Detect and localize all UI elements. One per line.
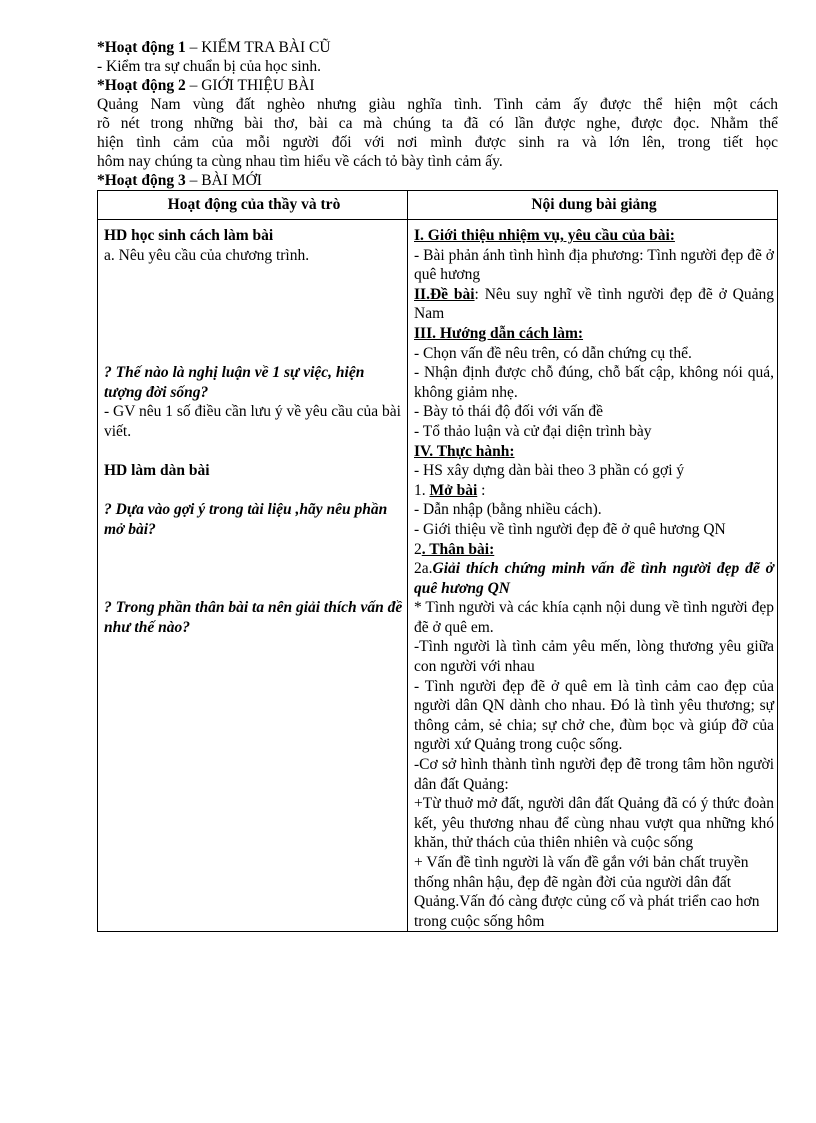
intro-part-item: - Giới thiệu về tình người đẹp đẽ ở quê hương QN <box>414 520 726 538</box>
body-paragraph: - Tình người đẹp đẽ ở quê em là tình cảm cao đẹp của người dân QN dành cho nhau. Đó là tình yêu thương; sự thông cảm, sẻ chia; sự chở che, đùm bọc và giúp đỡ của người xứ Quảng trong cuộc sống. <box>414 677 774 754</box>
section-3-item: - Chọn vấn đề nêu trên, có dẫn chứng cụ thể. <box>414 344 692 362</box>
body-paragraph: -Tình người là tình cảm yêu mến, lòng thương yêu giữa con người với nhau <box>414 638 774 676</box>
section-3-item: - Nhận định được chỗ đúng, chỗ bất cập, không nói quá, không giảm nhẹ. <box>414 364 774 401</box>
guide-heading-2: HD làm dàn bài <box>104 462 210 480</box>
section-3-item: - Bày tỏ thái độ đối với vấn đề <box>414 403 603 421</box>
right-column <box>408 220 778 932</box>
teacher-note: - GV nêu 1 số điều cần lưu ý về yêu cầu của bài viết. <box>104 403 401 440</box>
guide-heading-1: HD học sinh cách làm bài <box>104 227 274 244</box>
header-lesson-content: Nội dung bài giảng <box>408 191 778 220</box>
question-2: ? Dựa vào gợi ý trong tài liệu ,hãy nêu phần mở bài? <box>104 501 388 538</box>
intro-paragraph: Quảng Nam vùng đất nghèo nhưng giàu nghĩa tình. Tình cảm ấy được thể hiện một cách rõ nét trong những bài thơ, bài ca mà chúng ta đã có lần được nghe, được đọc. Nhằm thể hiện tình cảm của mỗi người đối với nơi mình được sinh ra và lớn lên, trong tiết học hôm nay chúng ta cùng nhau tìm hiểu về cách tỏ bày tình cảm ấy. <box>97 96 778 170</box>
requirement-line: a. Nêu yêu cầu của chương trình. <box>104 246 310 264</box>
body-part-heading: 2. Thân bài: <box>414 540 495 558</box>
intro-part-heading: 1. Mở bài : <box>414 481 486 499</box>
section-2: II.Đề bài: Nêu suy nghĩ về tình người đẹp đẽ ở Quảng Nam <box>414 285 774 323</box>
lesson-table <box>97 190 778 932</box>
table-row <box>98 220 778 932</box>
activity-1-heading: *Hoạt động 1 – KIỂM TRA BÀI CŨ <box>97 39 331 56</box>
intro-part-item: - Dẫn nhập (bằng nhiều cách). <box>414 501 602 519</box>
section-3-item: - Tổ thảo luận và cử đại diện trình bày <box>414 422 652 440</box>
activity-3-heading: *Hoạt động 3 – BÀI MỚI <box>97 172 262 189</box>
section-1-text: - Bài phản ánh tình hình địa phương: Tình người đẹp đẽ ở quê hương <box>414 246 774 284</box>
header-teacher-student: Hoạt động của thầy và trò <box>98 191 408 220</box>
body-paragraph: -Cơ sở hình thành tình người đẹp đẽ trong tâm hồn người dân đất Quảng: <box>414 756 774 793</box>
section-3-heading: III. Hướng dẫn cách làm: <box>414 324 584 342</box>
activity-1-line: - Kiểm tra sự chuẩn bị của học sinh. <box>97 58 322 75</box>
section-4-heading: IV. Thực hành: <box>414 442 515 460</box>
body-paragraph: +Từ thuở mở đất, người dân đất Quảng đã có ý thức đoàn kết, yêu thương nhau để cùng nhau vượt qua những khó khăn, thử thách của thiên nhiên và cuộc sống <box>414 795 774 852</box>
section-1-heading: I. Giới thiệu nhiệm vụ, yêu cầu của bài: <box>414 227 675 244</box>
activity-2-heading: *Hoạt động 2 – GIỚI THIỆU BÀI <box>97 77 315 94</box>
body-paragraph: * Tình người và các khía cạnh nội dung về tình người đẹp đẽ ở quê em. <box>414 599 774 636</box>
question-3: ? Trong phần thân bài ta nên giải thích vấn đề như thế nào? <box>104 599 403 636</box>
body-part-2a: 2a.Giải thích chứng minh vấn đề tình người đẹp đẽ ở quê hương QN <box>414 560 774 597</box>
body-paragraph: + Vấn đề tình người là vấn đề gắn với bản chất truyền thống nhân hậu, đẹp đẽ ngàn đời của người dân đất Quảng.Vấn đó càng được củng cố và phát triển cao hơn trong cuộc sống hôm <box>414 854 760 930</box>
left-column <box>98 220 408 932</box>
document-page <box>97 38 781 932</box>
question-1: ? Thế nào là nghị luận về 1 sự việc, hiện tượng đời sống? <box>104 364 365 401</box>
table-header-row <box>98 191 778 220</box>
section-4-item: - HS xây dựng dàn bài theo 3 phần có gợi ý <box>414 462 685 480</box>
